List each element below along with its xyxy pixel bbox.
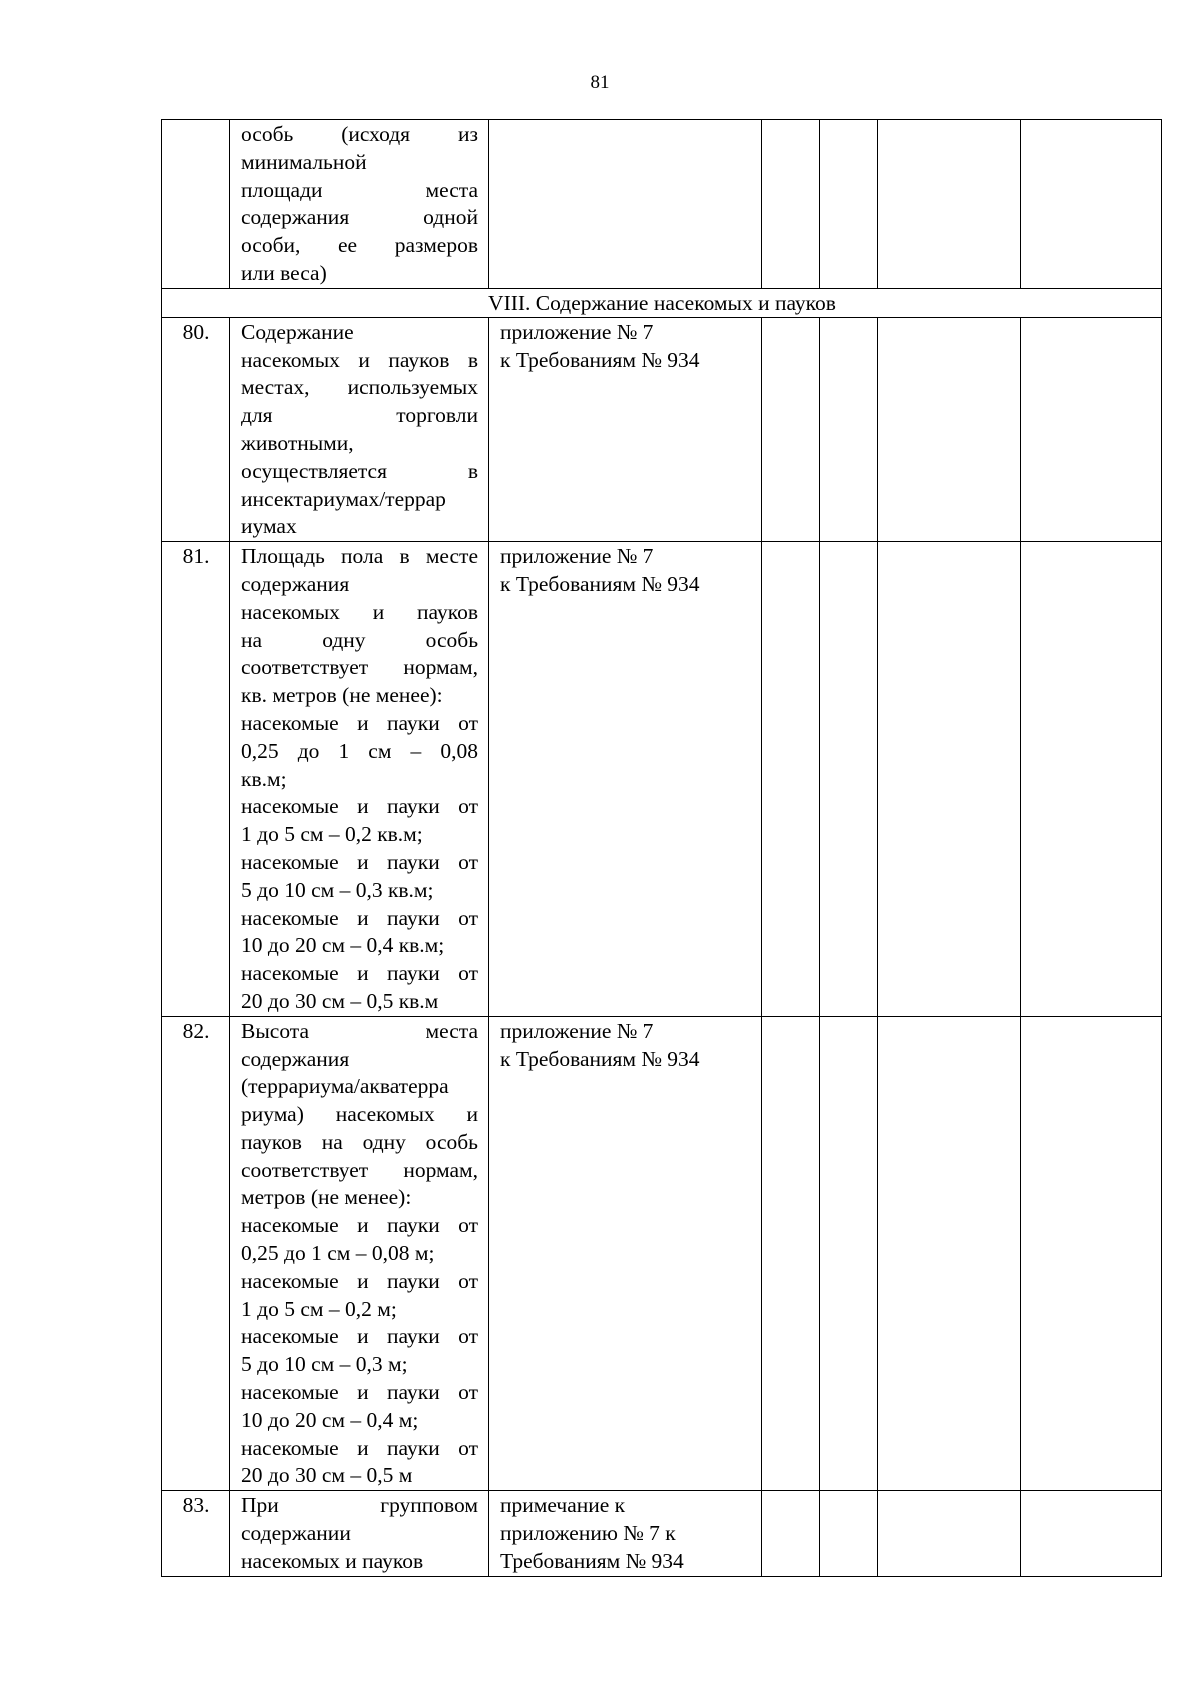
text-line: к Требованиям № 934 xyxy=(500,571,700,596)
empty-answer-cell xyxy=(762,317,820,541)
text-line: приложению № 7 к xyxy=(500,1521,676,1546)
empty-answer-cell xyxy=(1021,542,1162,1017)
text-line: 0,25 до 1 см – 0,08 xyxy=(241,738,478,763)
empty-answer-cell xyxy=(820,317,878,541)
text-line: 5 до 10 см – 0,3 кв.м; xyxy=(241,877,434,902)
text-line: насекомые и пауки от xyxy=(241,961,478,986)
text-line: площади места xyxy=(241,177,478,202)
text-line: кв.м; xyxy=(241,766,287,791)
section-row xyxy=(162,288,1162,317)
text-line: насекомые и пауки от xyxy=(241,849,478,874)
empty-answer-cell xyxy=(1021,1491,1162,1576)
text-line: 5 до 10 см – 0,3 м; xyxy=(241,1352,408,1377)
empty-answer-cell xyxy=(820,1016,878,1491)
requirement-cell xyxy=(230,120,489,289)
text-line: содержания одной xyxy=(241,205,478,230)
text-line: особь (исходя из xyxy=(241,122,478,146)
text-line: насекомые и пауки от xyxy=(241,1268,478,1293)
requirement-cell xyxy=(230,1491,489,1576)
empty-answer-cell xyxy=(878,1016,1021,1491)
table-row xyxy=(162,1016,1162,1491)
empty-answer-cell xyxy=(762,1491,820,1576)
empty-answer-cell xyxy=(878,542,1021,1017)
text-line: насекомых и пауков в xyxy=(241,347,478,372)
text-line: соответствует нормам, xyxy=(241,655,478,680)
item-number: 80. xyxy=(162,317,230,541)
empty-answer-cell xyxy=(878,120,1021,289)
reference-cell xyxy=(489,1491,762,1576)
requirement-cell xyxy=(230,317,489,541)
text-line: 20 до 30 см – 0,5 м xyxy=(241,1463,413,1488)
text-line: приложение № 7 xyxy=(500,544,654,569)
item-number: 83. xyxy=(162,1491,230,1576)
item-number xyxy=(162,120,230,289)
reference-cell xyxy=(489,1016,762,1491)
text-line: или веса) xyxy=(241,260,327,285)
text-line: осуществляется в xyxy=(241,458,478,483)
text-line: Требованиям № 934 xyxy=(500,1548,684,1573)
empty-answer-cell xyxy=(762,120,820,289)
text-line: Площадь пола в месте xyxy=(241,544,478,569)
text-line: 10 до 20 см – 0,4 м; xyxy=(241,1407,419,1432)
item-number: 81. xyxy=(162,542,230,1017)
text-line: пауков на одну особь xyxy=(241,1129,478,1154)
empty-answer-cell xyxy=(762,542,820,1017)
text-line: содержания xyxy=(241,571,350,596)
text-line: 20 до 30 см – 0,5 кв.м xyxy=(241,988,439,1013)
text-line: насекомые и пауки от xyxy=(241,905,478,930)
table-row xyxy=(162,317,1162,541)
text-line: 1 до 5 см – 0,2 кв.м; xyxy=(241,822,423,847)
text-line: насекомые и пауки от xyxy=(241,1213,478,1238)
text-line: насекомые и пауки от xyxy=(241,1435,478,1460)
item-number: 82. xyxy=(162,1016,230,1491)
text-line: риума) насекомых и xyxy=(241,1102,478,1127)
text-line: к Требованиям № 934 xyxy=(500,1046,700,1071)
text-line: приложение № 7 xyxy=(500,319,654,344)
text-line: насекомые и пауки от xyxy=(241,1380,478,1405)
section-heading: VIII. Содержание насекомых и пауков xyxy=(162,288,1162,317)
text-line: на одну особь xyxy=(241,627,478,652)
text-line: 10 до 20 см – 0,4 кв.м; xyxy=(241,933,445,958)
text-line: минимальной xyxy=(241,149,367,174)
text-line: насекомые и пауки от xyxy=(241,794,478,819)
text-line: особи, ее размеров xyxy=(241,233,478,258)
empty-answer-cell xyxy=(878,1491,1021,1576)
text-line: Содержание xyxy=(241,319,354,344)
text-line: иумах xyxy=(241,514,297,539)
text-line: соответствует нормам, xyxy=(241,1157,478,1182)
reference-cell xyxy=(489,317,762,541)
text-line: кв. метров (не менее): xyxy=(241,683,443,708)
text-line: для торговли xyxy=(241,403,478,428)
text-line: насекомых и пауков xyxy=(241,599,478,624)
text-line: к Требованиям № 934 xyxy=(500,347,700,372)
text-line: содержания xyxy=(241,1046,350,1071)
empty-answer-cell xyxy=(820,542,878,1017)
reference-cell xyxy=(489,542,762,1017)
empty-answer-cell xyxy=(820,1491,878,1576)
text-line: 0,25 до 1 см – 0,08 м; xyxy=(241,1241,435,1266)
text-line: насекомых и пауков xyxy=(241,1548,424,1573)
empty-answer-cell xyxy=(1021,120,1162,289)
requirement-cell xyxy=(230,542,489,1017)
empty-answer-cell xyxy=(762,1016,820,1491)
text-line: содержании xyxy=(241,1521,351,1546)
requirement-cell xyxy=(230,1016,489,1491)
text-line: насекомые и пауки от xyxy=(241,710,478,735)
empty-answer-cell xyxy=(878,317,1021,541)
table-row xyxy=(162,1491,1162,1576)
table-row xyxy=(162,120,1162,289)
text-line: инсектариумах/террар xyxy=(241,486,446,511)
text-line: При групповом xyxy=(241,1493,478,1518)
checklist-table xyxy=(161,119,1162,1577)
table-row xyxy=(162,542,1162,1017)
text-line: животными, xyxy=(241,430,354,455)
text-line: Высота места xyxy=(241,1018,478,1043)
text-line: метров (не менее): xyxy=(241,1185,412,1210)
empty-answer-cell xyxy=(1021,1016,1162,1491)
empty-answer-cell xyxy=(1021,317,1162,541)
empty-answer-cell xyxy=(820,120,878,289)
reference-cell xyxy=(489,120,762,289)
page-number: 81 xyxy=(590,72,610,93)
text-line: примечание к xyxy=(500,1493,626,1518)
text-line: насекомые и пауки от xyxy=(241,1324,478,1349)
text-line: 1 до 5 см – 0,2 м; xyxy=(241,1296,397,1321)
text-line: (террариума/акватерра xyxy=(241,1074,449,1099)
text-line: приложение № 7 xyxy=(500,1018,654,1043)
text-line: местах, используемых xyxy=(241,375,478,400)
